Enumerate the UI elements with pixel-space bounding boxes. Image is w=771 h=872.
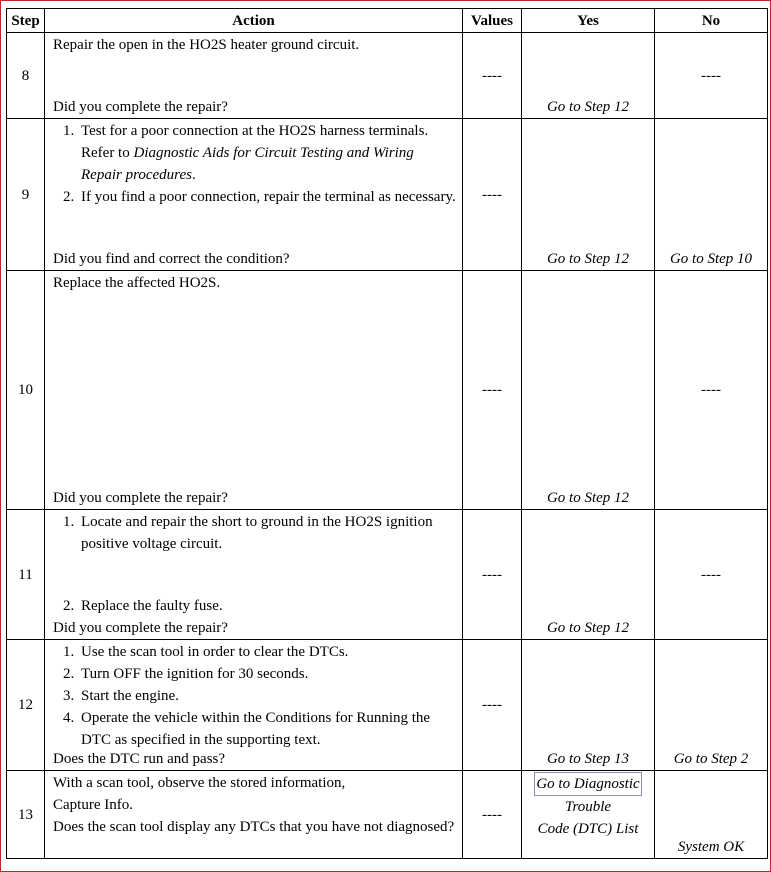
link-focus-box[interactable]: Go to Diagnostic bbox=[534, 772, 641, 796]
action-cell bbox=[45, 119, 463, 271]
action-cell bbox=[45, 271, 463, 510]
question-text: Did you complete the repair? bbox=[53, 99, 228, 115]
list-item: 1. Use the scan tool in order to clear the DTCs. bbox=[63, 644, 349, 660]
action-text: With a scan tool, observe the stored information, bbox=[53, 775, 346, 791]
values-cell: ---- bbox=[463, 119, 522, 271]
no-cell: ---- bbox=[655, 33, 768, 119]
yes-goto-link[interactable]: Go to Step 12 bbox=[546, 490, 630, 506]
yes-goto-link[interactable]: Go to Step 12 bbox=[546, 620, 630, 636]
step-row-11 bbox=[7, 510, 768, 640]
list-item: 2. Turn OFF the ignition for 30 seconds. bbox=[63, 666, 309, 682]
header-values: Values bbox=[463, 9, 522, 33]
step-number: 11 bbox=[7, 510, 45, 640]
question-text: Does the scan tool display any DTCs that you have not diagnosed? bbox=[53, 819, 455, 835]
list-item: 4. Operate the vehicle within the Conditions for Running the DTC as specified in the supporting text. bbox=[63, 710, 431, 748]
values-cell: ---- bbox=[463, 33, 522, 119]
header-action: Action bbox=[45, 9, 463, 33]
header-yes: Yes bbox=[522, 9, 655, 33]
yes-goto-link[interactable]: Go to Step 12 bbox=[546, 99, 630, 115]
yes-goto-link[interactable]: Go to Step 12 bbox=[546, 251, 630, 267]
step-row-9 bbox=[7, 119, 768, 271]
reference-link[interactable]: Diagnostic Aids for Circuit Testing and Wiring Repair procedures bbox=[81, 145, 414, 183]
action-text: Capture Info. bbox=[53, 797, 133, 813]
step-number: 10 bbox=[7, 271, 45, 510]
yes-cell bbox=[522, 771, 655, 859]
values-cell: ---- bbox=[463, 271, 522, 510]
no-cell: ---- bbox=[655, 271, 768, 510]
action-cell bbox=[45, 771, 463, 859]
no-cell bbox=[655, 640, 768, 771]
action-text: Repair the open in the HO2S heater ground circuit. bbox=[53, 37, 360, 53]
step-number: 8 bbox=[7, 33, 45, 119]
action-cell bbox=[45, 33, 463, 119]
yes-cell bbox=[522, 33, 655, 119]
step-row-12 bbox=[7, 640, 768, 771]
step-number: 9 bbox=[7, 119, 45, 271]
no-goto-link[interactable]: Go to Step 10 bbox=[669, 251, 753, 267]
step-row-8 bbox=[7, 33, 768, 119]
list-item: 3. Start the engine. bbox=[63, 688, 179, 704]
no-goto-link[interactable]: Go to Step 2 bbox=[673, 751, 749, 767]
dtc-list-link[interactable]: Go to Diagnostic Trouble Code (DTC) List bbox=[522, 771, 654, 840]
yes-goto-link[interactable]: Go to Step 13 bbox=[546, 751, 630, 767]
question-text: Did you find and correct the condition? bbox=[53, 251, 290, 267]
header-step: Step bbox=[7, 9, 45, 33]
step-number: 13 bbox=[7, 771, 45, 859]
header-no: No bbox=[655, 9, 768, 33]
list-item: 2. If you find a poor connection, repair the terminal as necessary. bbox=[63, 189, 456, 205]
step-number: 12 bbox=[7, 640, 45, 771]
step-row-13 bbox=[7, 771, 768, 859]
diagnostic-table bbox=[6, 8, 768, 859]
header-row bbox=[7, 9, 768, 33]
question-text: Did you complete the repair? bbox=[53, 620, 228, 636]
list-item: 1. Test for a poor connection at the HO2S harness terminals. Refer to Diagnostic Aids for Circuit Testing and Wiring Repair procedures. bbox=[63, 123, 429, 183]
action-text: Replace the affected HO2S. bbox=[53, 275, 221, 291]
action-cell bbox=[45, 640, 463, 771]
no-cell bbox=[655, 771, 768, 859]
yes-cell bbox=[522, 640, 655, 771]
values-cell: ---- bbox=[463, 771, 522, 859]
step-row-10 bbox=[7, 271, 768, 510]
values-cell: ---- bbox=[463, 510, 522, 640]
action-cell bbox=[45, 510, 463, 640]
no-cell: ---- bbox=[655, 510, 768, 640]
list-item: 1. Locate and repair the short to ground in the HO2S ignition positive voltage circuit. bbox=[63, 514, 433, 552]
list-item: 2. Replace the faulty fuse. bbox=[63, 598, 223, 614]
question-text: Did you complete the repair? bbox=[53, 490, 228, 506]
yes-cell bbox=[522, 271, 655, 510]
yes-cell bbox=[522, 510, 655, 640]
values-cell: ---- bbox=[463, 640, 522, 771]
yes-cell bbox=[522, 119, 655, 271]
question-text: Does the DTC run and pass? bbox=[53, 751, 226, 767]
no-cell bbox=[655, 119, 768, 271]
no-result-text: System OK bbox=[677, 839, 745, 855]
